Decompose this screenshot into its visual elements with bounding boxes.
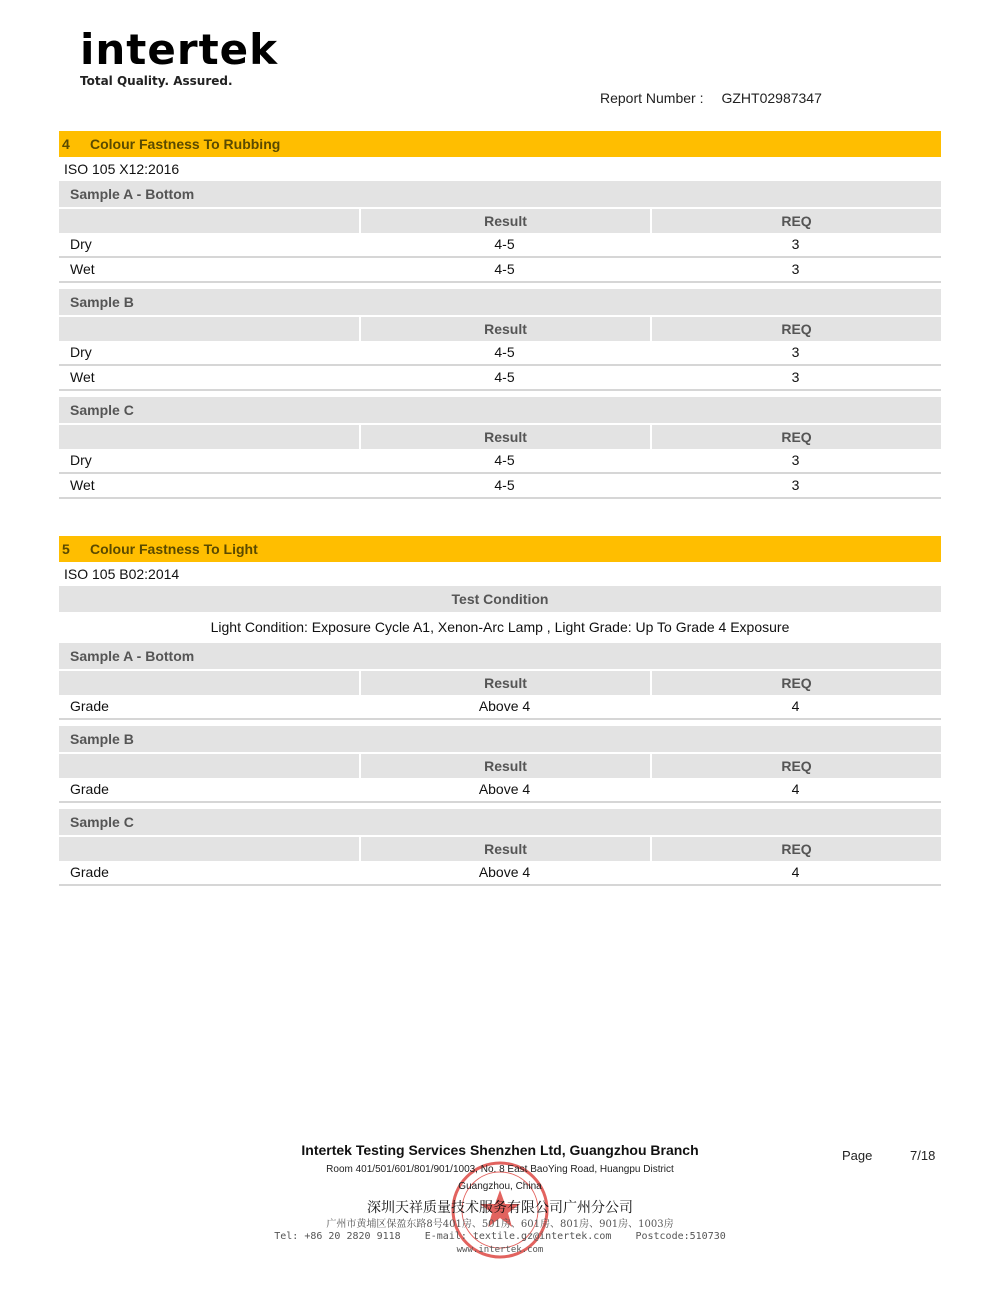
row-req: 3 xyxy=(791,477,800,493)
result-header: Result xyxy=(361,754,650,778)
row-label: Wet xyxy=(70,369,95,385)
row-label: Dry xyxy=(70,344,92,360)
test-method: ISO 105 B02:2014 xyxy=(64,566,180,582)
result-header: Result xyxy=(361,671,650,695)
section-colour-fastness-light xyxy=(59,536,941,886)
page-number: 7/18 xyxy=(910,1148,936,1163)
sample-name: Sample A - Bottom xyxy=(59,181,941,209)
req-header: REQ xyxy=(652,837,941,861)
table-header xyxy=(59,425,941,449)
req-header: REQ xyxy=(652,317,941,341)
sample-name: Sample B xyxy=(59,726,941,754)
table-row xyxy=(59,695,941,720)
report-number xyxy=(600,90,822,106)
blank-header-cell xyxy=(59,671,359,695)
table-row xyxy=(59,861,941,886)
row-label: Grade xyxy=(70,698,109,714)
sample-name: Sample C xyxy=(59,809,941,837)
req-header: REQ xyxy=(652,425,941,449)
table-header xyxy=(59,837,941,861)
result-header: Result xyxy=(361,317,650,341)
footer-address: Room 401/501/601/801/901/1003, No. 8 East BaoYing Road, Huangpu District xyxy=(326,1164,674,1175)
table-header xyxy=(59,671,941,695)
table-header xyxy=(59,209,941,233)
section-header xyxy=(59,536,941,562)
table-row xyxy=(59,449,941,474)
sample-block xyxy=(59,397,941,499)
table-row xyxy=(59,366,941,391)
row-result: Above 4 xyxy=(478,698,531,714)
row-req: 3 xyxy=(791,369,800,385)
table-row xyxy=(59,778,941,803)
blank-header-cell xyxy=(59,317,359,341)
row-label: Wet xyxy=(70,261,95,277)
sample-name: Sample A - Bottom xyxy=(59,643,941,671)
sample-block xyxy=(59,643,941,720)
report-number-label: Report Number : xyxy=(600,90,704,106)
test-condition-header: Test Condition xyxy=(59,586,941,612)
table-row xyxy=(59,258,941,283)
row-result: 4-5 xyxy=(494,452,515,468)
req-header: REQ xyxy=(652,209,941,233)
page-label: Page xyxy=(842,1148,873,1163)
row-label: Grade xyxy=(70,781,109,797)
blank-header-cell xyxy=(59,754,359,778)
test-condition-text: Light Condition: Exposure Cycle A1, Xenon-Arc Lamp , Light Grade: Up To Grade 4 Exposure xyxy=(210,619,790,635)
sample-block xyxy=(59,809,941,886)
row-result: 4-5 xyxy=(494,344,515,360)
table-row xyxy=(59,233,941,258)
row-req: 3 xyxy=(791,452,800,468)
result-header: Result xyxy=(361,837,650,861)
sample-block xyxy=(59,289,941,391)
result-header: Result xyxy=(361,425,650,449)
row-req: 3 xyxy=(791,344,800,360)
req-header: REQ xyxy=(652,671,941,695)
footer-address-cn: 广州市黄埔区保盈东路8号401房、501房、601房、801房、901房、1003房 xyxy=(326,1219,674,1230)
row-result: Above 4 xyxy=(478,864,531,880)
footer-company-name-cn: 深圳天祥质量技术服务有限公司广州分公司 xyxy=(367,1200,633,1216)
blank-header-cell xyxy=(59,837,359,861)
row-result: 4-5 xyxy=(494,477,515,493)
row-req: 3 xyxy=(791,261,800,277)
table-row xyxy=(59,474,941,499)
row-label: Dry xyxy=(70,236,92,252)
intertek-logo xyxy=(80,25,279,88)
row-req: 4 xyxy=(791,698,800,714)
row-result: 4-5 xyxy=(494,236,515,252)
row-req: 4 xyxy=(791,864,800,880)
section-number: 5 xyxy=(62,541,70,557)
footer-contact: Tel: +86 20 2820 9118 E-mail: textile.gz@intertek.com Postcode:510730 xyxy=(274,1231,726,1242)
row-label: Dry xyxy=(70,452,92,468)
req-header: REQ xyxy=(652,754,941,778)
blank-header-cell xyxy=(59,209,359,233)
row-result: 4-5 xyxy=(494,369,515,385)
table-row xyxy=(59,341,941,366)
result-header: Result xyxy=(361,209,650,233)
section-title: Colour Fastness To Rubbing xyxy=(90,136,281,152)
section-title: Colour Fastness To Light xyxy=(90,541,258,557)
sample-name: Sample C xyxy=(59,397,941,425)
logo-tagline: Total Quality. Assured. xyxy=(80,74,233,88)
row-result: 4-5 xyxy=(494,261,515,277)
row-label: Grade xyxy=(70,864,109,880)
row-req: 4 xyxy=(791,781,800,797)
footer-website: www.intertek.com xyxy=(456,1245,544,1255)
row-req: 3 xyxy=(791,236,800,252)
row-result: Above 4 xyxy=(478,781,531,797)
report-number-value: GZHT02987347 xyxy=(721,90,822,106)
table-header xyxy=(59,754,941,778)
sample-block xyxy=(59,726,941,803)
section-number: 4 xyxy=(62,136,70,152)
footer-company-name: Intertek Testing Services Shenzhen Ltd, Guangzhou Branch xyxy=(301,1142,699,1158)
section-colour-fastness-rubbing xyxy=(59,131,941,499)
blank-header-cell xyxy=(59,425,359,449)
sample-block xyxy=(59,181,941,283)
logo-text: intertek xyxy=(80,25,279,74)
section-header xyxy=(59,131,941,157)
footer-city: Guangzhou, China xyxy=(458,1181,542,1192)
row-label: Wet xyxy=(70,477,95,493)
table-header xyxy=(59,317,941,341)
sample-name: Sample B xyxy=(59,289,941,317)
test-method: ISO 105 X12:2016 xyxy=(64,161,180,177)
